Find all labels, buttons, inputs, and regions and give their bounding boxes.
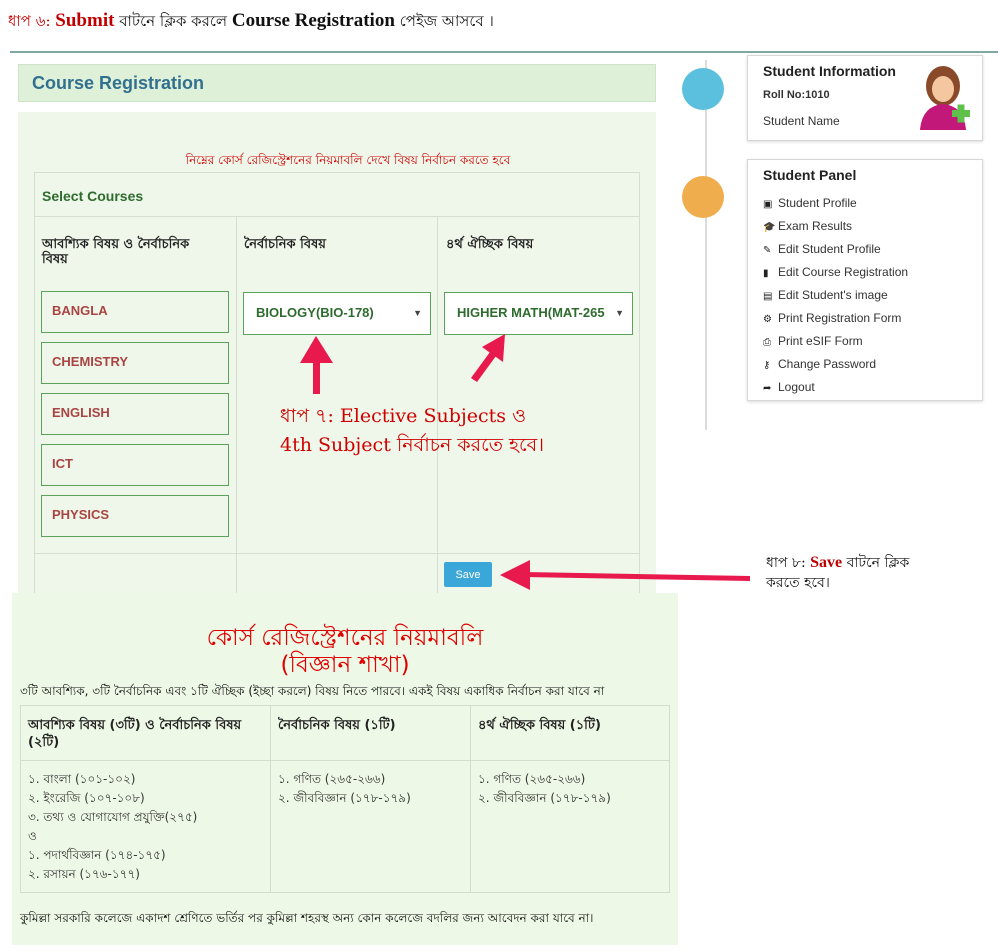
student-panel-title: Student Panel [763, 167, 857, 183]
course-box-chemistry: CHEMISTRY [41, 342, 229, 384]
menu-item-print-registration-form[interactable]: ⚙ Print Registration Form [763, 311, 902, 325]
list-item: ও [28, 829, 37, 843]
list-item: ২. জীববিজ্ঞান (১৭৮-১৭৯) [478, 791, 611, 805]
print-icon: ⎙ [763, 337, 771, 348]
timeline-dot-info [682, 68, 724, 110]
elective-selected-value: BIOLOGY(BIO-178) [256, 305, 374, 320]
column-header-elective: নৈর্বাচনিক বিষয় [244, 237, 326, 252]
timeline-line [705, 60, 707, 430]
save-button[interactable]: Save [444, 562, 492, 587]
arrow-head-elective [300, 336, 333, 363]
course-box-english: ENGLISH [41, 393, 229, 435]
image-file-icon: ▤ [763, 291, 773, 302]
arrow-to-elective-icon [300, 336, 333, 394]
menu-item-edit-student-image[interactable]: ▤ Edit Student's image [763, 288, 888, 302]
rules-header-elective: নৈর্বাচনিক বিষয় (১টি) [278, 718, 396, 733]
arrow-to-save-icon [500, 560, 750, 590]
list-item: ১. বাংলা (১০১-১০২) [28, 772, 136, 786]
roll-number: Roll No:1010 [763, 89, 830, 101]
rules-title: কোর্স রেজিস্ট্রেশনের নিয়মাবলি (বিজ্ঞান শাখা) [206, 625, 484, 678]
rules-list-compulsory [28, 770, 268, 884]
arrow-head-save [500, 560, 530, 590]
menu-item-edit-student-profile[interactable]: ✎ Edit Student Profile [763, 242, 881, 256]
logout-arrow-icon: ➦ [763, 383, 772, 394]
list-item: ১. গণিত (২৬৫-২৬৬) [478, 772, 586, 786]
dropdown-caret-icon: ▼ [615, 308, 624, 318]
list-item: ১. গণিত (২৬৫-২৬৬) [278, 772, 386, 786]
menu-item-student-profile[interactable]: ▣ Student Profile [763, 196, 857, 210]
rules-note: নিম্নের কোর্স রেজিস্ট্রেশনের নিয়মাবলি দেখে বিষয় নির্বাচন করতে হবে [185, 153, 511, 167]
arrow-shaft-elective [313, 360, 320, 394]
menu-item-exam-results[interactable]: 🎓 Exam Results [763, 219, 853, 233]
dropdown-caret-icon: ▼ [413, 308, 422, 318]
rules-list-elective [278, 770, 468, 808]
rules-table-divider [20, 760, 670, 761]
rules-list-fourth [478, 770, 668, 808]
list-item: ২. রসায়ন (১৭৬-১৭৭) [28, 867, 140, 881]
id-card-icon: ▣ [763, 199, 773, 210]
list-item: ১. পদার্থবিজ্ঞান (১৭৪-১৭৫) [28, 848, 166, 862]
arrow-to-fourth-subject-icon [471, 334, 505, 382]
rules-header-compulsory: আবশ্যিক বিষয় (৩টি) ও নৈর্বাচনিক বিষয় (২টি) [28, 718, 242, 750]
student-name: Student Name [763, 114, 840, 128]
arrow-shaft-fourth [471, 352, 496, 382]
page-title: Course Registration [32, 73, 205, 93]
rules-header-fourth: ৪র্থ ঐচ্ছিক বিষয় (১টি) [478, 718, 601, 733]
edit-icon: ✎ [763, 245, 772, 256]
column-header-fourth-subject: ৪র্থ ঐচ্ছিক বিষয় [446, 237, 534, 252]
menu-item-print-esif-form[interactable]: ⎙ Print eSIF Form [763, 334, 863, 348]
clipboard-icon: ▮ [763, 268, 769, 279]
column-header-compulsory: আবশ্যিক বিষয় ও নৈর্বাচনিক বিষয় [42, 237, 190, 267]
select-courses-heading: Select Courses [42, 188, 144, 204]
student-avatar-icon [916, 62, 974, 130]
rules-table-divider [270, 705, 271, 893]
student-information-title: Student Information [763, 63, 896, 79]
gear-icon: ⚙ [763, 314, 772, 325]
menu-item-edit-course-registration[interactable]: ▮ Edit Course Registration [763, 265, 909, 279]
course-box-bangla: BANGLA [41, 291, 229, 333]
list-item: ২. জীববিজ্ঞান (১৭৮-১৭৯) [278, 791, 411, 805]
arrow-shaft-save [524, 572, 750, 581]
rules-intro: ৩টি আবশ্যিক, ৩টি নৈর্বাচনিক এবং ১টি ঐচ্ছিক (ইচ্ছা করলে) বিষয় নিতে পারবে। একই বিষয় একাধিক নির্বাচন করা যাবে না [20, 684, 605, 698]
step7-line1: ধাপ ৭: Elective Subjects ও [280, 405, 527, 427]
timeline-dot-panel [682, 176, 724, 218]
rules-table-divider [470, 705, 471, 893]
course-box-ict: ICT [41, 444, 229, 486]
rules-footer-note: কুমিল্লা সরকারি কলেজে একাদশ শ্রেণিতে ভর্তির পর কুমিল্লা শহরস্থ অন্য কোন কলেজে বদলির জন্য আবেদন করা যাবে না। [20, 911, 594, 925]
menu-item-change-password[interactable]: ⚷ Change Password [763, 357, 877, 371]
list-item: ৩. তথ্য ও যোগাযোগ প্রযুক্তি(২৭৫) [28, 810, 198, 824]
course-box-physics: PHYSICS [41, 495, 229, 537]
step7-line2: 4th Subject নির্বাচন করতে হবে। [280, 434, 545, 456]
list-item: ২. ইংরেজি (১০৭-১০৮) [28, 791, 145, 805]
key-icon: ⚷ [763, 360, 771, 371]
menu-item-logout[interactable]: ➦ Logout [763, 380, 815, 394]
fourth-selected-value: HIGHER MATH(MAT-265 [457, 305, 605, 320]
graduation-cap-icon: 🎓 [763, 222, 776, 233]
step6-instruction: ধাপ ৬: Submit বাটনে ক্লিক করলে Course Registration পেইজ আসবে । [8, 10, 494, 31]
step8-instruction: ধাপ ৮: Save বাটনে ক্লিক করতে হবে। [766, 554, 910, 591]
